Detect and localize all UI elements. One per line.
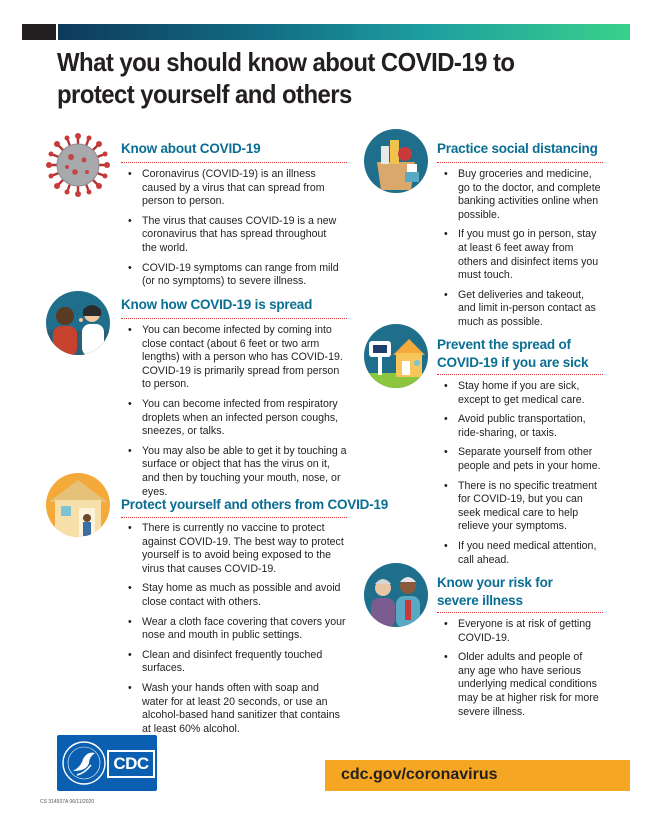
- cdc-url-link[interactable]: cdc.gov/coronavirus: [341, 766, 498, 783]
- list-item: • COVID-19 symptoms can range from mild (or no symptoms) to severe illness.: [125, 262, 343, 289]
- know-about-covid-heading: Know about COVID-19: [121, 141, 261, 156]
- house-icon: [45, 472, 109, 536]
- list-item: • Clean and disinfect frequently touched surfaces.: [125, 649, 347, 676]
- list-item: • There is no specific treatment for COVID-19, but you can seek medical care to help relieve your symptoms.: [441, 480, 601, 534]
- url-banner: [325, 760, 630, 791]
- know-your-risk-heading: [437, 574, 553, 610]
- section-divider: [437, 612, 603, 613]
- list-item: • Coronavirus (COVID-19) is an illness caused by a virus that can spread from person to person.: [125, 168, 343, 209]
- virus-icon: [45, 132, 109, 196]
- older-adults-icon: [363, 562, 427, 626]
- section-divider: [437, 162, 603, 163]
- top-bar-dark-block: [22, 24, 56, 40]
- list-item: • Older adults and people of any age who have serious underlying medical conditions may be at higher risk for more severe illness.: [441, 651, 601, 719]
- list-item: • If you need medical attention, call ahead.: [441, 540, 601, 567]
- list-item: • Separate yourself from other people and pets in your home.: [441, 446, 601, 473]
- section-divider: [121, 517, 347, 518]
- list-item: • Stay home as much as possible and avoid close contact with others.: [125, 582, 347, 609]
- page-title: What you should know about COVID-19 to protect yourself and others: [57, 47, 515, 109]
- groceries-icon: [363, 128, 427, 192]
- list-item: • Stay home if you are sick, except to get medical care.: [441, 380, 601, 407]
- know-how-spread-heading: Know how COVID-19 is spread: [121, 297, 313, 312]
- prevent-spread-heading: [437, 336, 588, 372]
- list-item: • If you must go in person, stay at least 6 feet away from others and disinfect items you must touch.: [441, 228, 601, 282]
- section-divider: [121, 162, 347, 163]
- people-coughing-icon: [45, 290, 109, 354]
- list-item: • You may also be able to get it by touching a surface or object that has the virus on it, and then by touching your mouth, nose, or eyes.: [125, 445, 347, 499]
- home-mailbox-icon: [363, 323, 427, 387]
- hhs-seal-icon: [61, 737, 107, 789]
- prevent-spread-heading-line2: COVID-19 if you are sick: [437, 355, 589, 370]
- know-your-risk-heading-line2: severe illness: [437, 593, 523, 608]
- top-bar-gradient: [58, 24, 630, 40]
- list-item: • You can become infected from respiratory droplets when an infected person coughs, sneezes, or talks.: [125, 398, 347, 439]
- section-divider: [121, 318, 347, 319]
- document-id: CS 314937A 06/11/2020: [40, 799, 95, 805]
- section-divider: [437, 374, 603, 375]
- prevent-spread-heading-line1: Prevent the spread of: [437, 337, 571, 352]
- social-distancing-heading: Practice social distancing: [437, 141, 598, 156]
- social-distancing-list: [441, 168, 601, 336]
- protect-yourself-list: [125, 522, 347, 742]
- list-item: • Everyone is at risk of getting COVID-19.: [441, 618, 601, 645]
- cdc-logo: [57, 735, 157, 791]
- list-item: • There is currently no vaccine to protect against COVID-19. The best way to protect yourself is to avoid being exposed to the virus that causes COVID-19.: [125, 522, 347, 576]
- list-item: • Avoid public transportation, ride-sharing, or taxis.: [441, 413, 601, 440]
- prevent-spread-list: [441, 380, 601, 573]
- cdc-logo-text: CDC: [107, 750, 155, 778]
- list-item: • Wash your hands often with soap and water for at least 20 seconds, or use an alcohol-based hand sanitizer that contains at least 60% alcohol.: [125, 682, 347, 736]
- know-your-risk-list: [441, 618, 601, 725]
- know-how-spread-list: [125, 324, 347, 505]
- list-item: • The virus that causes COVID-19 is a new coronavirus that has spread throughout the world.: [125, 215, 343, 256]
- know-your-risk-heading-line1: Know your risk for: [437, 575, 553, 590]
- know-about-covid-list: [125, 168, 343, 295]
- list-item: • Wear a cloth face covering that covers your nose and mouth in public settings.: [125, 616, 347, 643]
- list-item: • Get deliveries and takeout, and limit in-person contact as much as possible.: [441, 289, 601, 330]
- list-item: • Buy groceries and medicine, go to the doctor, and complete banking activities online when possible.: [441, 168, 601, 222]
- list-item: • You can become infected by coming into close contact (about 6 feet or two arm lengths) with a person who has COVID-19. COVID-19 is primarily spread from person to person.: [125, 324, 347, 392]
- protect-yourself-heading: Protect yourself and others from COVID-19: [121, 497, 389, 512]
